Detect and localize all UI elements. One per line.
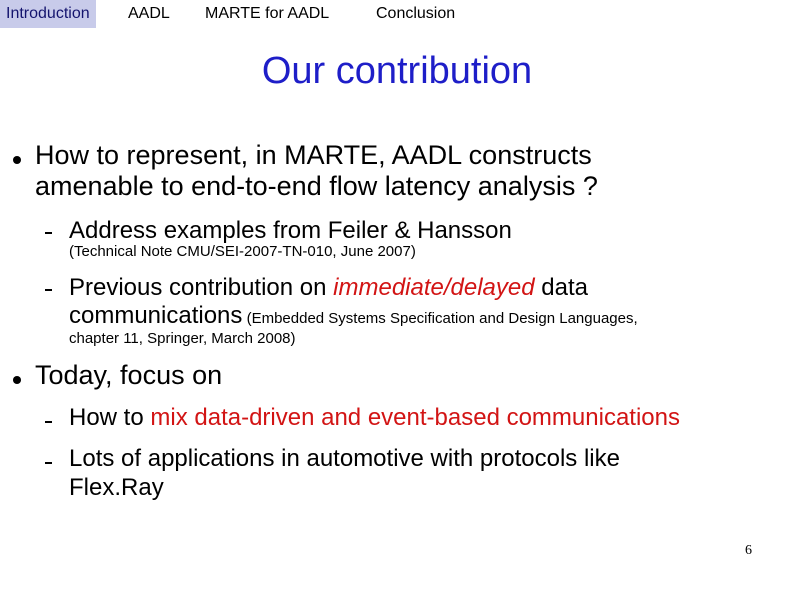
sub-bullet-text: [69, 274, 588, 302]
text-segment: Previous contribution on: [69, 274, 334, 301]
dash-bullet-icon: [45, 289, 52, 291]
bullet-text-line: How to represent, in MARTE, AADL constructs: [35, 140, 592, 170]
nav-tab-conclusion[interactable]: Conclusion: [376, 5, 456, 22]
text-segment: communications: [69, 302, 243, 329]
sub-bullet-text: [69, 404, 680, 432]
top-navigation: [0, 0, 794, 28]
nav-tab-marte-for-aadl[interactable]: MARTE for AADL: [205, 5, 330, 22]
text-segment: data: [534, 274, 588, 301]
nav-tab-introduction[interactable]: Introduction: [0, 0, 96, 28]
reference-note: (Embedded Systems Specification and Design Languages,: [242, 310, 638, 327]
reference-note: chapter 11, Springer, March 2008): [69, 330, 296, 347]
dash-bullet-icon: [45, 232, 52, 234]
sub-bullet-text: Lots of applications in automotive with protocols like: [69, 445, 620, 472]
reference-note: (Technical Note CMU/SEI-2007-TN-010, June 2007): [69, 243, 416, 260]
highlight-text: mix data-driven and event-based communications: [150, 404, 680, 431]
dash-bullet-icon: [45, 421, 52, 423]
sub-bullet-text: Flex.Ray: [69, 474, 164, 501]
page-number: 6: [745, 543, 752, 558]
text-segment: How to: [69, 404, 151, 431]
sub-bullet-text: [69, 302, 638, 330]
bullet-dot-icon: [13, 376, 21, 384]
highlight-text: immediate/delayed: [333, 274, 535, 301]
bullet-text-line: Today, focus on: [35, 360, 223, 390]
nav-tab-aadl[interactable]: AADL: [128, 5, 170, 22]
slide-title: Our contribution: [261, 50, 533, 92]
bullet-text-line: amenable to end-to-end flow latency analysis ?: [35, 171, 598, 201]
bullet-dot-icon: [13, 156, 21, 164]
dash-bullet-icon: [45, 462, 52, 464]
sub-bullet-text: Address examples from Feiler & Hansson: [69, 217, 512, 244]
